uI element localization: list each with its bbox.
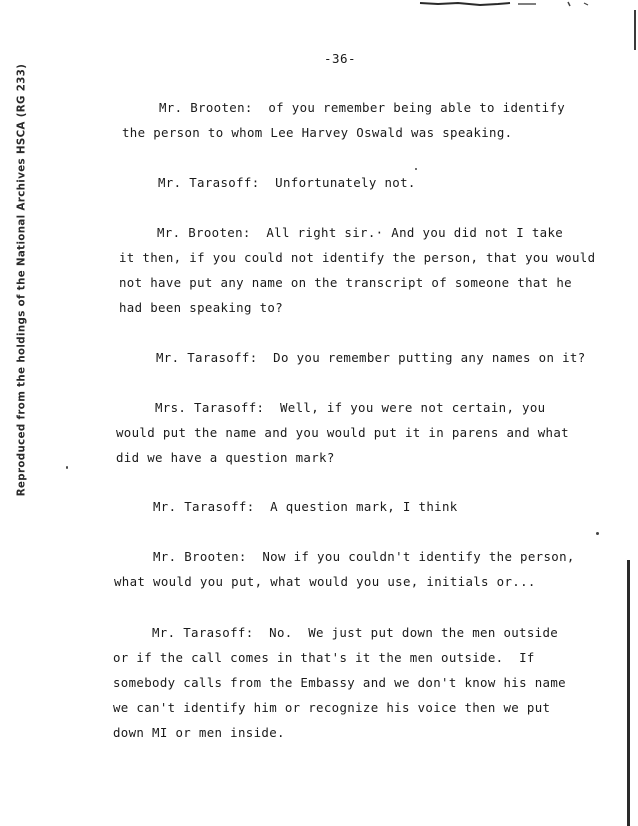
transcript-line: the person to whom Lee Harvey Oswald was speaking. — [122, 125, 513, 140]
scan-speck — [66, 466, 68, 469]
transcript-line: Mr. Tarasoff: A question mark, I think — [153, 499, 458, 514]
transcript-line: what would you put, what would you use, initials or... — [114, 574, 536, 589]
scan-speck — [415, 168, 417, 170]
scan-edge-line — [627, 560, 630, 826]
transcript-line: Mr. Tarasoff: No. We just put down the men outside — [152, 625, 559, 640]
transcript-line: did we have a question mark? — [116, 450, 335, 465]
transcript-line: it then, if you could not identify the person, that you would — [119, 250, 596, 265]
transcript-line: or if the call comes in that's it the men outside. If — [113, 650, 535, 665]
transcript-line: would put the name and you would put it in parens and what — [116, 425, 569, 440]
transcript-line: somebody calls from the Embassy and we don't know his name — [113, 675, 566, 690]
scan-speck — [596, 532, 599, 535]
transcript-line: down MI or men inside. — [113, 725, 285, 740]
transcript-line: not have put any name on the transcript of someone that he — [119, 275, 572, 290]
transcript-line: Mr. Tarasoff: Unfortunately not. — [158, 175, 416, 190]
scan-edge-line — [634, 10, 636, 50]
transcript-line: Mr. Tarasoff: Do you remember putting any names on it? — [156, 350, 586, 365]
page-number: -36- — [323, 51, 357, 66]
transcript-line: had been speaking to? — [119, 300, 284, 315]
archive-side-note-text: Reproduced from the holdings of the National Archives HSCA (RG 233) — [16, 63, 28, 497]
transcript-line: Mr. Brooten: All right sir.· And you did not I take — [157, 225, 564, 240]
transcript-line: we can't identify him or recognize his voice then we put — [113, 700, 551, 715]
transcript-line: Mrs. Tarasoff: Well, if you were not certain, you — [155, 400, 546, 415]
transcript-line: Mr. Brooten: of you remember being able to identify — [159, 100, 566, 115]
transcript-line: Mr. Brooten: Now if you couldn't identify the person, — [153, 549, 575, 564]
scan-edge-mark — [418, 0, 630, 8]
